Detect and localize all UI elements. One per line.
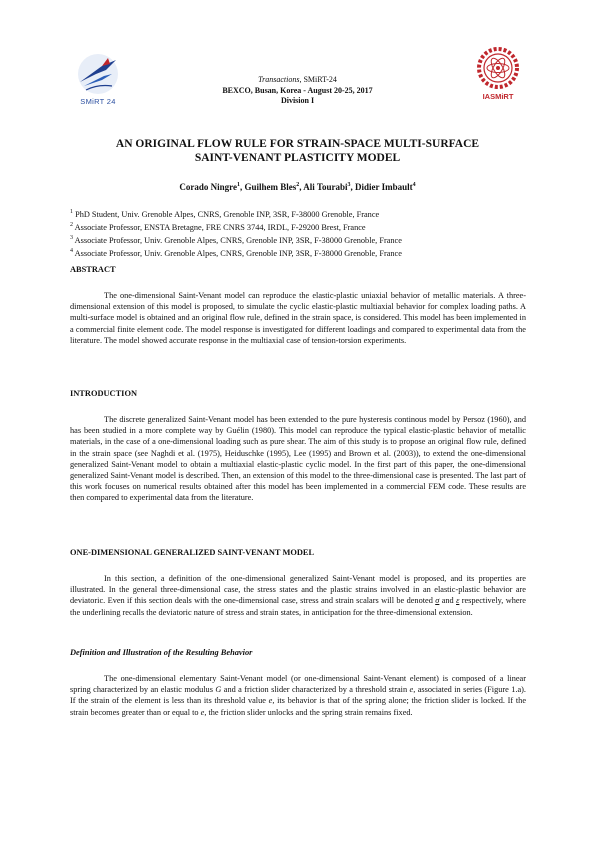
author: Corado Ningre (179, 182, 237, 192)
subsection-heading: Definition and Illustration of the Resulting Behavior (70, 648, 253, 657)
conference-info (150, 75, 445, 107)
affiliations (70, 207, 540, 259)
author: Guilhem Bles (244, 182, 297, 192)
affiliation: $^4$ Associate Professor, Univ. Grenoble Alpes, CNRS, Grenoble INP, 3SR, F-38000 Grenoble, France (70, 247, 402, 258)
section-body: In this section, a definition of the one-dimensional generalized Saint-Venant model is proposed, and its properties are illustrated. In the general three-dimensional case, the stress states and the plastic strains involved in an elastic-plastic behavior are deviatoric. Even if this section deals with the one-dimensional case, stress and strain scalars will be denoted σ and ε respectively, where the underlining recalls the deviatoric nature of stress and strain states, in anticipation for the three-dimensional extension. (70, 574, 526, 617)
author: Didier Imbault (355, 182, 413, 192)
paper-title (40, 137, 555, 165)
affiliation: $^2$ Associate Professor, ENSTA Bretagne, FRE CNRS 3744, IRDL, F-29200 Brest, France (70, 221, 366, 232)
epsilon-symbol: ε (456, 596, 460, 606)
sigma-symbol: σ (435, 596, 440, 606)
division-line: Division I (280, 96, 315, 105)
introduction-body: The discrete generalized Saint-Venant model has been extended to the pure hysteresis continous model by Persoz (1960), and has been studied in a more complete way by Guélin (1980). This model can reproduce the typical elastic-plastic behavior of metallic materials, in the case of a one-dimensional loading such as pure shear. The aim of this study is to propose an original flow rule, defined in the strain space (see Naghdi et al. (1975), Heiduschke (1995), Lee (1995) and Brown et al. (2003)), to extend the one-dimensional generalized Saint-Venant model to obtain a multiaxial elastic-plastic cyclic model. In the first part of this paper, the one-dimensional generalized Saint-Venant model is described. Then, an extension of this model to the three-dimensional case is presented. The last part of this work focuses on numerical results obtained after this model has been implemented in a commercial FEM code. These results are then compared to experimental data from the literature. (70, 415, 526, 503)
introduction-heading: INTRODUCTION (70, 389, 138, 398)
title-line-2: SAINT-VENANT PLASTICITY MODEL (194, 152, 401, 164)
abstract-body: The one-dimensional Saint-Venant model can reproduce the elastic-plastic uniaxial behavior of metallic materials. A three-dimensional extension of this model is proposed, to simulate the cyclic elastic-plastic multiaxial behavior for complex loading paths. A multi-surface model is obtained and an original flow rule, defined in the strain space, is considered. This model has been implemented in a commercial finite element code. The model response is investigated for different loadings and compared to experimental data from the literature. The model showed accurate response in the multiaxial case of tension-torsion experiments. (70, 291, 526, 345)
section-heading: ONE-DIMENSIONAL GENERALIZED SAINT-VENANT MODEL (70, 548, 315, 557)
title-line-1: AN ORIGINAL FLOW RULE FOR STRAIN-SPACE MULTI-SURFACE (115, 138, 480, 150)
crane-bird-icon (72, 52, 124, 96)
subsection-body: The one-dimensional elementary Saint-Venant model (or one-dimensional Saint-Venant element) is composed of a linear spring characterized by an elastic modulus G and a friction slider characterized by a threshold strain e, associated in series (Figure 1.a). If the strain of the element is less than its threshold value e, its behavior is that of the spring alone; the friction slider is locked. If the strain becomes greater than or equal to e, the friction slider unlocks and the spring strain remains fixed. (70, 674, 526, 717)
iasmirt-logo (470, 46, 526, 108)
gear-atom-icon (476, 46, 520, 90)
author: Ali Tourabi (303, 182, 348, 192)
affiliation: $^1$ PhD Student, Univ. Grenoble Alpes, CNRS, Grenoble INP, 3SR, F-38000 Grenoble, France (70, 209, 380, 219)
page-header (0, 0, 595, 120)
transactions-line: Transactions, SMiRT-24 (258, 75, 337, 84)
author-list: Corado Ningre$^1$, Guilhem Bles$^2$, Ali Tourabi$^3$, Didier Imbault$^4$ (179, 182, 416, 192)
affiliation: $^3$ Associate Professor, Univ. Grenoble Alpes, CNRS, Grenoble INP, 3SR, F-38000 Grenoble, France (70, 234, 402, 245)
left-logo-caption: SMiRT 24 (80, 97, 116, 106)
right-logo-caption: IASMiRT (482, 92, 514, 101)
smirt-logo (72, 52, 124, 110)
abstract-heading: ABSTRACT (70, 265, 116, 274)
venue-line: BEXCO, Busan, Korea - August 20-25, 2017 (222, 85, 373, 95)
